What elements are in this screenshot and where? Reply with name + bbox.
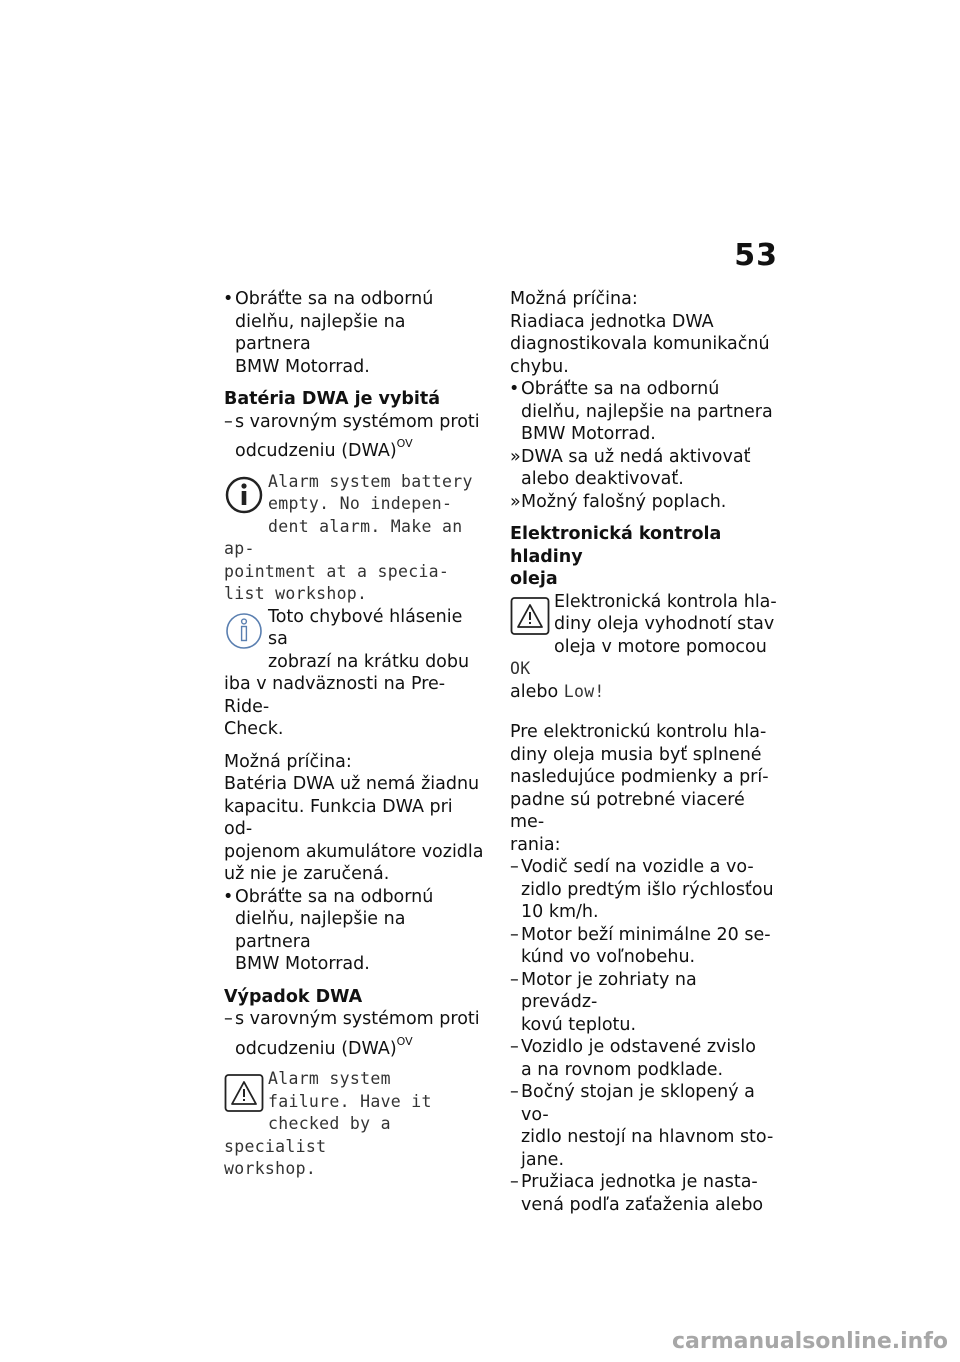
dash-alarm-system: – s varovným systémom proti odcudzeniu (DWA)$^{OV}$	[224, 1009, 480, 1059]
condition-item: – Motor je zohriaty na prevádz- kovú teplotu.	[510, 969, 697, 1035]
result-dwa-not-activatable: » DWA sa už nedá aktivovať alebo deaktivovať.	[510, 446, 751, 489]
info-outline-icon	[224, 610, 264, 652]
page-number: 53	[734, 238, 778, 273]
oil-ok-value: OK	[510, 659, 531, 678]
heading-battery-empty: Batéria DWA je vybitá	[224, 389, 441, 409]
cause-text: Riadiaca jednotka DWA diagnostikovala komunikačnú chybu.	[510, 311, 770, 377]
heading-dwa-failure: Výpadok DWA	[224, 986, 363, 1007]
cause-label: Možná príčina:	[510, 289, 638, 309]
warning-icon	[224, 1072, 264, 1114]
note-prerided-check: Toto chybové hlásenie sa zobrazí na krátku dobu iba v nadväznosti na Pre-Ride- Check.	[224, 606, 470, 739]
condition-item: – Motor beží minimálne 20 se- kúnd vo voľnobehu.	[510, 924, 771, 967]
heading-oil-level: Elektronická kontrola hladiny oleja	[510, 524, 722, 589]
condition-item: – Vodič sedí na vozidle a vo- zidlo predtým išlo rýchlosťou 10 km/h.	[510, 857, 774, 922]
note-failure-mono: Alarm system failure. Have it checked by a specialist workshop.	[224, 1069, 432, 1178]
cause-text: Batéria DWA už nemá žiadnu kapacitu. Funkcia DWA pri od- pojenom akumulátore vozidla už nie je zaručená.	[224, 774, 484, 884]
left-column	[224, 288, 486, 1181]
right-column	[510, 288, 778, 1216]
result-false-alarm: » Možný falošný poplach.	[510, 491, 727, 512]
warning-icon	[510, 595, 550, 637]
watermark-footer: carmanualsonline.info	[672, 1329, 948, 1354]
cause-label: Možná príčina:	[224, 751, 352, 772]
condition-item: – Pružiaca jednotka je nasta- vená podľa zaťaženia alebo	[510, 1172, 764, 1215]
oil-low-value: Low!	[563, 681, 605, 701]
note-battery-mono: Alarm system battery empty. No indepen- dent alarm. Make an ap- pointment at a specia- list workshop.	[224, 471, 473, 603]
condition-item: – Bočný stojan je sklopený a vo- zidlo nestojí na hlavnom sto- jane.	[510, 1082, 774, 1170]
dash-alarm-system: – s varovným systémom proti odcudzeniu (DWA)$^{OV}$	[224, 411, 480, 461]
bullet-contact-workshop: • Obráťte sa na odbornú dielňu, najlepšie na partnera BMW Motorrad.	[510, 378, 778, 446]
conditions-intro: Pre elektronickú kontrolu hla- diny oleja musia byť splnené nasledujúce podmienky a prí- padne sú potrebné viaceré me- rania:	[510, 722, 769, 855]
bullet-contact-workshop: • Obráťte sa na odbornú dielňu, najlepšie na partnera BMW Motorrad.	[224, 288, 486, 378]
note-oil-level: Elektronická kontrola hla- diny oleja vyhodnotí stav oleja v motore pomocou OK alebo Low!	[510, 591, 777, 702]
condition-item: – Vozidlo je odstavené zvislo a na rovnom podklade.	[510, 1037, 756, 1080]
info-icon	[224, 475, 264, 517]
bullet-contact-workshop: • Obráťte sa na odbornú dielňu, najlepšie na partnera BMW Motorrad.	[224, 886, 486, 976]
